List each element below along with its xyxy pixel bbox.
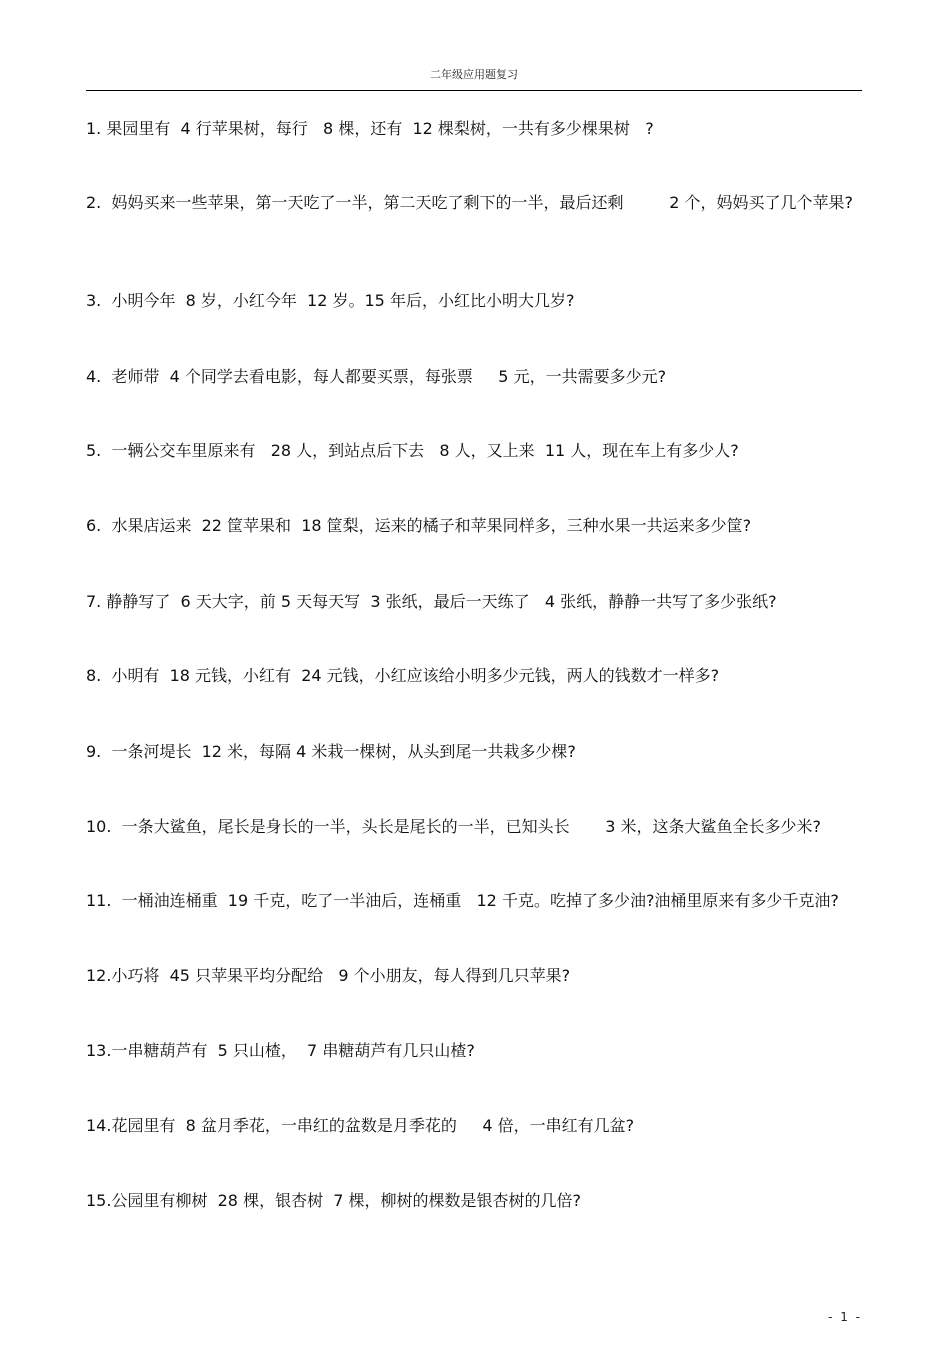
question-8: 8. 小明有 18 元钱，小红有 24 元钱，小红应该给小明多少元钱，两人的钱数才一样多? [86, 666, 720, 685]
page-header [86, 66, 862, 91]
question-5: 5. 一辆公交车里原来有 28 人，到站点后下去 8 人，又上来 11 人，现在车上有多少人? [86, 441, 739, 460]
question-14: 14.花园里有 8 盆月季花，一串红的盆数是月季花的 4 倍，一串红有几盆? [86, 1116, 635, 1135]
question-12: 12.小巧将 45 只苹果平均分配给 9 个小朋友，每人得到几只苹果? [86, 966, 571, 985]
question-15: 15.公园里有柳树 28 棵，银杏树 7 棵，柳树的棵数是银杏树的几倍? [86, 1191, 581, 1210]
page-number: - 1 - [828, 1310, 862, 1324]
question-10: 10. 一条大鲨鱼，尾长是身长的一半，头长是尾长的一半，已知头长 3 米，这条大鲨鱼全长多少米? [86, 817, 821, 836]
question-6: 6. 水果店运来 22 筐苹果和 18 筐梨，运来的橘子和苹果同样多，三种水果一共运来多少筐? [86, 516, 752, 535]
question-2: 2. 妈妈买来一些苹果，第一天吃了一半，第二天吃了剩下的一半，最后还剩 2 个，妈妈买了几个苹果? [86, 193, 853, 212]
question-3: 3. 小明今年 8 岁，小红今年 12 岁。15 年后，小红比小明大几岁? [86, 291, 575, 310]
question-4: 4. 老师带 4 个同学去看电影，每人都要买票，每张票 5 元，一共需要多少元? [86, 367, 667, 386]
question-7: 7. 静静写了 6 天大字，前 5 天每天写 3 张纸，最后一天练了 4 张纸，静静一共写了多少张纸? [86, 592, 777, 611]
question-13: 13.一串糖葫芦有 5 只山楂， 7 串糖葫芦有几只山楂? [86, 1041, 475, 1060]
page-title: 二年级应用题复习 [430, 68, 518, 81]
question-1: 1. 果园里有 4 行苹果树，每行 8 棵，还有 12 棵梨树，一共有多少棵果树 ? [86, 119, 654, 138]
question-11: 11. 一桶油连桶重 19 千克，吃了一半油后，连桶重 12 千克。吃掉了多少油?油桶里原来有多少千克油? [86, 891, 839, 910]
question-9: 9. 一条河堤长 12 米，每隔 4 米栽一棵树，从头到尾一共栽多少棵? [86, 742, 576, 761]
